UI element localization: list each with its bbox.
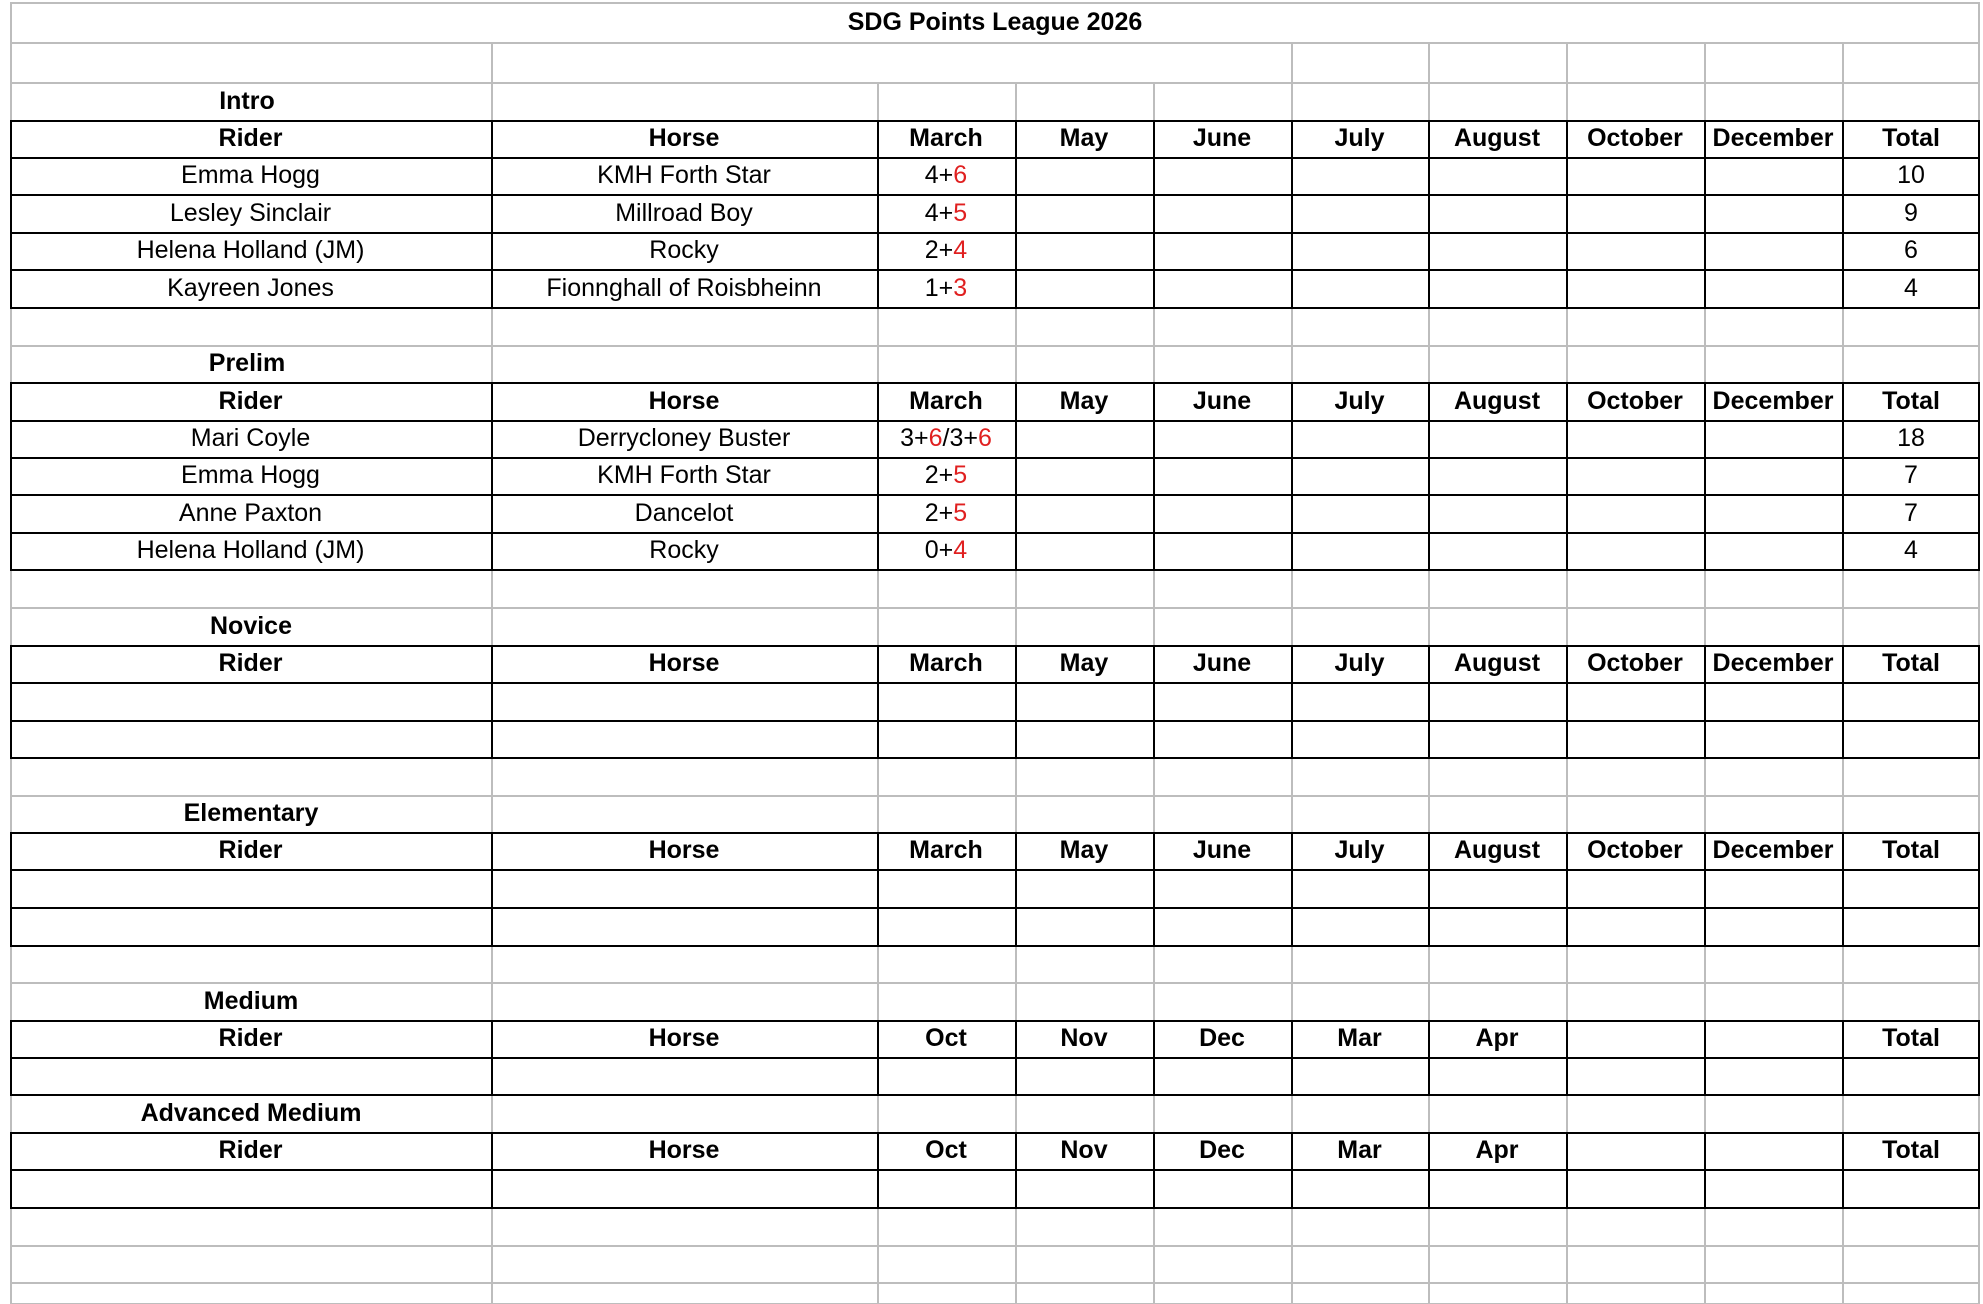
bonus-points: 5 [953, 498, 968, 527]
gridline-v [1842, 1245, 1844, 1282]
gridline-v [491, 757, 493, 795]
gridline-v [1566, 945, 1568, 982]
gridline-v [1704, 757, 1706, 795]
total-cell: 7 [1904, 498, 1918, 527]
gridline-v [1704, 569, 1706, 607]
gridline-v [1428, 982, 1430, 1020]
column-header: Total [1882, 1136, 1940, 1164]
column-header: March [909, 836, 983, 864]
gridline-v [1428, 607, 1430, 645]
column-header: June [1192, 124, 1252, 152]
column-header: July [1334, 386, 1385, 415]
gridline-v [877, 982, 879, 1020]
column-header: August [1453, 649, 1541, 677]
dressage-points: 4+ [924, 198, 954, 227]
gridline-v [1291, 307, 1293, 345]
total-cell [1842, 869, 1980, 907]
section-label: Advanced Medium [140, 1098, 362, 1127]
column-header: August [1453, 386, 1541, 415]
march-score-cell [877, 157, 1015, 194]
gridline-v [1566, 1094, 1568, 1132]
bonus-points: 5 [953, 198, 968, 227]
gridline-v [491, 345, 493, 382]
gridline-v [1842, 1207, 1844, 1245]
march-score-cell [877, 232, 1015, 269]
gridline-v [1015, 307, 1017, 345]
column-header: March [909, 386, 983, 415]
gridline-v [1015, 945, 1017, 982]
gridline-v [1704, 945, 1706, 982]
gridline-v [1704, 82, 1706, 120]
gridline-v [1428, 1207, 1430, 1245]
column-header: Horse [648, 836, 720, 864]
column-header: May [1059, 124, 1109, 152]
gridline-v [877, 307, 879, 345]
dressage-points: 0+ [924, 536, 954, 564]
column-header: March [909, 649, 983, 677]
table-border [10, 569, 1980, 571]
march-score-cell [877, 1169, 1015, 1207]
bonus-points: 6 [977, 424, 992, 452]
gridline-v [877, 82, 879, 120]
gridline-v [491, 982, 493, 1020]
bonus-points: 6 [928, 424, 943, 452]
column-header: October [1587, 386, 1683, 415]
column-header: Oct [925, 1136, 967, 1164]
gridline-v [1428, 757, 1430, 795]
column-header: Total [1882, 836, 1940, 864]
total-cell [1842, 1169, 1980, 1207]
gridline-v [1153, 945, 1155, 982]
dressage-points: 2+ [924, 461, 954, 489]
gridline-v [1015, 569, 1017, 607]
total-cell [1842, 720, 1980, 757]
total-cell: 7 [1904, 461, 1918, 489]
column-header: Dec [1199, 1136, 1245, 1164]
column-header: Rider [218, 124, 283, 152]
gridline-v [1291, 345, 1293, 382]
march-score-cell [877, 420, 1015, 457]
gridline-v [491, 1245, 493, 1282]
total-cell [1842, 682, 1980, 720]
column-header: August [1453, 124, 1541, 152]
column-header: Total [1882, 386, 1940, 415]
gridline-v [1842, 1094, 1844, 1132]
column-header: Apr [1475, 1024, 1519, 1052]
gridline-v [1015, 82, 1017, 120]
gridline-v [1842, 82, 1844, 120]
horse-name-cell: Millroad Boy [615, 198, 753, 227]
rider-name-cell: Emma Hogg [181, 461, 320, 489]
gridline-v [1566, 795, 1568, 832]
dressage-points: 2+ [924, 236, 954, 264]
dressage-points: 2+ [924, 498, 954, 527]
total-cell: 18 [1897, 424, 1925, 452]
gridline-v [1428, 1245, 1430, 1282]
horse-name-cell: Rocky [649, 236, 719, 264]
gridline-v [1842, 42, 1844, 82]
gridline-v [1153, 1094, 1155, 1132]
dressage-points: 4+ [924, 161, 954, 189]
gridline-v [1566, 345, 1568, 382]
gridline-v [1015, 982, 1017, 1020]
table-border [10, 1207, 1980, 1209]
gridline-v [1566, 1282, 1568, 1304]
gridline-v [1842, 945, 1844, 982]
rider-name-cell: Mari Coyle [190, 424, 311, 452]
column-header: Oct [925, 1024, 967, 1052]
total-cell: 4 [1904, 536, 1918, 564]
column-header: Horse [648, 1136, 720, 1164]
gridline-v [491, 569, 493, 607]
horse-name-cell [491, 869, 877, 907]
gridline-v [1704, 1245, 1706, 1282]
section-label: Medium [203, 986, 299, 1015]
gridline-v [1704, 795, 1706, 832]
gridline-v [1566, 1245, 1568, 1282]
rider-name-cell [10, 682, 491, 720]
section-label: Elementary [183, 799, 319, 827]
table-border [10, 945, 1980, 947]
march-score-cell [877, 1057, 1015, 1094]
total-cell: 9 [1904, 198, 1918, 227]
gridline-v [1566, 307, 1568, 345]
gridline-v [1428, 1094, 1430, 1132]
rider-name-cell: Emma Hogg [181, 161, 320, 189]
rider-name-cell: Lesley Sinclair [169, 198, 332, 227]
column-header: October [1587, 836, 1683, 864]
gridline-v [491, 1094, 493, 1132]
gridline-v [1842, 307, 1844, 345]
gridline-v [877, 569, 879, 607]
gridline-h [10, 1282, 1980, 1284]
gridline-v [877, 345, 879, 382]
horse-name-cell: Rocky [649, 536, 719, 564]
gridline-v [1015, 1245, 1017, 1282]
rider-name-cell: Kayreen Jones [167, 273, 334, 302]
gridline-v [1153, 1245, 1155, 1282]
gridline-v [1704, 982, 1706, 1020]
gridline-v [1566, 757, 1568, 795]
gridline-v [877, 1207, 879, 1245]
march-score-cell [877, 269, 1015, 307]
gridline-v [1704, 1094, 1706, 1132]
gridline-v [1015, 1282, 1017, 1304]
gridline-v [1291, 795, 1293, 832]
column-header: Total [1882, 649, 1940, 677]
dressage-points: 3+ [900, 424, 929, 452]
gridline-v [1428, 345, 1430, 382]
column-header: Rider [218, 386, 283, 415]
section-label: Prelim [208, 349, 286, 377]
column-header: Horse [648, 649, 720, 677]
gridline-v [1015, 757, 1017, 795]
gridline-v [1291, 945, 1293, 982]
column-header: Nov [1060, 1136, 1108, 1164]
march-score-cell [877, 457, 1015, 494]
bonus-points: 3 [953, 273, 968, 302]
gridline-v [491, 307, 493, 345]
gridline-v [1704, 607, 1706, 645]
dressage-points: /3+ [942, 424, 978, 452]
gridline-v [1842, 345, 1844, 382]
gridline-v [1291, 1094, 1293, 1132]
column-header: June [1192, 386, 1252, 415]
gridline-h [10, 42, 1980, 44]
gridline-v [1842, 795, 1844, 832]
march-score-cell [877, 869, 1015, 907]
gridline-v [1291, 1245, 1293, 1282]
column-header: October [1587, 124, 1683, 152]
horse-name-cell [491, 720, 877, 757]
gridline-v [1428, 569, 1430, 607]
horse-name-cell [491, 1169, 877, 1207]
gridline-v [1428, 1282, 1430, 1304]
horse-name-cell: KMH Forth Star [597, 161, 771, 189]
section-label: Intro [219, 86, 275, 115]
gridline-v [877, 607, 879, 645]
gridline-v [1842, 982, 1844, 1020]
gridline-v [1428, 82, 1430, 120]
column-header: July [1334, 836, 1385, 864]
rider-name-cell [10, 1169, 491, 1207]
gridline-v [1566, 1207, 1568, 1245]
column-header: July [1334, 124, 1385, 152]
gridline-v [491, 1282, 493, 1304]
horse-name-cell: Derrycloney Buster [577, 424, 791, 452]
table-border [10, 307, 1980, 309]
gridline-v [1153, 1282, 1155, 1304]
gridline-v [1291, 757, 1293, 795]
march-score-cell [877, 720, 1015, 757]
march-score-cell [877, 494, 1015, 532]
gridline-v [1704, 307, 1706, 345]
column-header [1566, 1020, 1704, 1057]
gridline-v [1153, 82, 1155, 120]
bonus-points: 4 [953, 536, 968, 564]
column-header: Mar [1337, 1024, 1382, 1052]
march-score-cell [877, 907, 1015, 945]
gridline-v [1291, 607, 1293, 645]
gridline-v [1566, 42, 1568, 82]
gridline-v [1566, 82, 1568, 120]
gridline-v [1153, 569, 1155, 607]
gridline-v [491, 42, 493, 82]
column-header: Rider [218, 1136, 283, 1164]
gridline-v [1704, 1282, 1706, 1304]
gridline-v [1842, 757, 1844, 795]
column-header: August [1453, 836, 1541, 864]
bonus-points: 5 [953, 461, 968, 489]
column-header: June [1192, 836, 1252, 864]
gridline-v [1291, 982, 1293, 1020]
rider-name-cell: Helena Holland (JM) [136, 536, 365, 564]
gridline-v [491, 82, 493, 120]
total-cell [1842, 907, 1980, 945]
gridline-v [1153, 795, 1155, 832]
horse-name-cell: Fionnghall of Roisbheinn [546, 273, 822, 302]
horse-name-cell [491, 682, 877, 720]
gridline-v [877, 1282, 879, 1304]
rider-name-cell: Anne Paxton [178, 498, 323, 527]
gridline-v [1842, 1282, 1844, 1304]
march-score-cell [877, 194, 1015, 232]
gridline-v [1015, 1094, 1017, 1132]
gridline-v [1291, 82, 1293, 120]
rider-name-cell [10, 907, 491, 945]
column-header: Rider [218, 836, 283, 864]
page-title: SDG Points League 2026 [847, 7, 1143, 36]
gridline-v [1428, 795, 1430, 832]
gridline-v [491, 1207, 493, 1245]
gridline-v [1015, 607, 1017, 645]
column-header: July [1334, 649, 1385, 677]
march-score-cell [877, 682, 1015, 720]
gridline-h [10, 1245, 1980, 1247]
gridline-v [1291, 569, 1293, 607]
column-header: Rider [218, 1024, 283, 1052]
gridline-v [1704, 42, 1706, 82]
rider-name-cell [10, 869, 491, 907]
gridline-v [1566, 569, 1568, 607]
column-header: Horse [648, 124, 720, 152]
gridline-v [491, 945, 493, 982]
rider-name-cell: Helena Holland (JM) [136, 236, 365, 264]
gridline-v [1153, 607, 1155, 645]
column-header: Total [1882, 124, 1940, 152]
gridline-v [1566, 982, 1568, 1020]
gridline-v [1566, 607, 1568, 645]
gridline-v [1153, 982, 1155, 1020]
column-header: Horse [648, 1024, 720, 1052]
gridline-v [1428, 307, 1430, 345]
gridline-v [1153, 345, 1155, 382]
bonus-points: 4 [953, 236, 968, 264]
total-cell: 6 [1904, 236, 1918, 264]
bonus-points: 6 [953, 161, 968, 189]
column-header: December [1712, 124, 1834, 152]
dressage-points: 1+ [924, 273, 954, 302]
column-header: October [1587, 649, 1683, 677]
gridline-v [1428, 945, 1430, 982]
gridline-v [1704, 1207, 1706, 1245]
section-label: Novice [210, 611, 292, 640]
column-header: Apr [1475, 1136, 1519, 1164]
column-header [1704, 1020, 1842, 1057]
gridline-v [1842, 569, 1844, 607]
gridline-v [1153, 307, 1155, 345]
gridline-v [491, 795, 493, 832]
rider-name-cell [10, 720, 491, 757]
gridline-v [877, 1245, 879, 1282]
gridline-v [877, 757, 879, 795]
total-cell: 10 [1897, 161, 1925, 189]
horse-name-cell: KMH Forth Star [597, 461, 771, 489]
horse-name-cell [491, 907, 877, 945]
horse-name-cell: Dancelot [634, 498, 734, 527]
column-header: May [1059, 836, 1109, 864]
table-border [10, 757, 1980, 759]
gridline-v [1015, 1207, 1017, 1245]
gridline-v [1842, 607, 1844, 645]
gridline-v [1153, 1207, 1155, 1245]
gridline-v [1428, 42, 1430, 82]
horse-name-cell [491, 1057, 877, 1094]
column-header [1566, 1132, 1704, 1169]
gridline-v [1015, 345, 1017, 382]
rider-name-cell [10, 1057, 491, 1094]
column-header: Mar [1337, 1136, 1382, 1164]
column-header: Dec [1199, 1024, 1245, 1052]
column-header: May [1059, 386, 1109, 415]
column-header: Total [1882, 1024, 1940, 1052]
column-header: Horse [648, 386, 720, 415]
column-header: December [1712, 836, 1834, 864]
march-score-cell [877, 532, 1015, 569]
gridline-v [491, 607, 493, 645]
gridline-v [1291, 1282, 1293, 1304]
gridline-v [1291, 42, 1293, 82]
gridline-v [1704, 345, 1706, 382]
column-header [1704, 1132, 1842, 1169]
gridline-v [1291, 1207, 1293, 1245]
column-header: June [1192, 649, 1252, 677]
total-cell [1842, 1057, 1980, 1094]
gridline-v [877, 1094, 879, 1132]
gridline-v [1015, 795, 1017, 832]
column-header: March [909, 124, 983, 152]
total-cell: 4 [1904, 273, 1918, 302]
column-header: Rider [218, 649, 283, 677]
gridline-v [877, 795, 879, 832]
gridline-v [877, 945, 879, 982]
column-header: December [1712, 649, 1834, 677]
column-header: Nov [1060, 1024, 1108, 1052]
gridline-v [1153, 757, 1155, 795]
column-header: December [1712, 386, 1834, 415]
column-header: May [1059, 649, 1109, 677]
